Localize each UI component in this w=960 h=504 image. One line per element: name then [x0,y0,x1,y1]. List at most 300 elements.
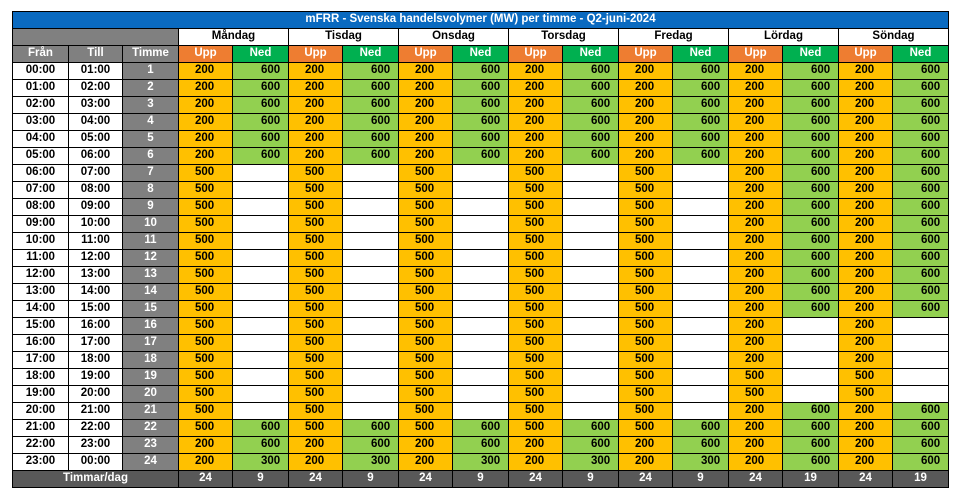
day-header: Söndag [839,29,949,46]
down-volume-cell: 600 [893,437,949,454]
hour-number-cell: 21 [123,403,179,420]
table-row [13,403,949,420]
down-volume-cell: 600 [343,148,399,165]
down-volume-cell: 600 [673,80,729,97]
from-time-cell: 01:00 [13,80,69,97]
down-volume-empty-cell [453,216,509,233]
down-volume-empty-cell [453,250,509,267]
down-volume-cell: 600 [783,199,839,216]
up-volume-cell: 200 [289,80,343,97]
down-volume-empty-cell [563,318,619,335]
up-volume-cell: 500 [619,199,673,216]
from-time-cell: 08:00 [13,199,69,216]
down-volume-cell: 600 [343,437,399,454]
up-volume-cell: 500 [619,284,673,301]
down-volume-cell: 600 [783,114,839,131]
hour-number-cell: 2 [123,80,179,97]
to-time-cell: 14:00 [69,284,123,301]
up-volume-cell: 500 [509,250,563,267]
up-volume-cell: 200 [839,403,893,420]
down-volume-cell: 600 [673,114,729,131]
up-header: Upp [729,46,783,63]
up-hours-total: 24 [619,471,673,488]
down-volume-cell: 300 [673,454,729,471]
up-volume-cell: 200 [839,284,893,301]
hour-number-cell: 9 [123,199,179,216]
down-volume-cell: 600 [783,250,839,267]
up-volume-cell: 500 [289,403,343,420]
from-time-cell: 22:00 [13,437,69,454]
from-time-cell: 02:00 [13,97,69,114]
down-volume-empty-cell [343,233,399,250]
up-volume-cell: 500 [509,335,563,352]
up-volume-cell: 500 [509,267,563,284]
down-volume-cell: 600 [893,233,949,250]
down-volume-cell: 600 [783,437,839,454]
up-volume-cell: 500 [839,386,893,403]
table-row [13,352,949,369]
up-volume-cell: 500 [509,386,563,403]
up-volume-cell: 500 [179,250,233,267]
down-volume-empty-cell [783,318,839,335]
hour-number-cell: 20 [123,386,179,403]
up-volume-cell: 500 [619,403,673,420]
from-time-cell: 05:00 [13,148,69,165]
up-volume-cell: 200 [839,250,893,267]
up-volume-cell: 200 [839,437,893,454]
up-volume-cell: 500 [509,318,563,335]
down-header: Ned [233,46,289,63]
column-header-hour: Timme [123,46,179,63]
down-volume-empty-cell [233,165,289,182]
up-volume-cell: 500 [399,318,453,335]
hour-number-cell: 7 [123,165,179,182]
down-volume-cell: 600 [233,148,289,165]
hour-number-cell: 11 [123,233,179,250]
down-volume-cell: 600 [563,80,619,97]
down-volume-empty-cell [563,403,619,420]
up-volume-cell: 500 [619,233,673,250]
down-volume-cell: 600 [783,420,839,437]
hour-number-cell: 22 [123,420,179,437]
up-volume-cell: 500 [399,267,453,284]
day-header: Onsdag [399,29,509,46]
up-volume-cell: 200 [399,131,453,148]
up-volume-cell: 500 [289,267,343,284]
down-volume-cell: 600 [233,437,289,454]
down-volume-empty-cell [343,369,399,386]
down-volume-cell: 300 [563,454,619,471]
down-volume-cell: 600 [893,250,949,267]
from-time-cell: 15:00 [13,318,69,335]
up-volume-cell: 500 [509,352,563,369]
up-volume-cell: 500 [399,233,453,250]
up-volume-cell: 200 [509,454,563,471]
up-volume-cell: 200 [729,182,783,199]
from-time-cell: 21:00 [13,420,69,437]
down-volume-cell: 600 [233,114,289,131]
to-time-cell: 05:00 [69,131,123,148]
to-time-cell: 21:00 [69,403,123,420]
down-hours-total: 9 [233,471,289,488]
up-volume-cell: 500 [179,182,233,199]
up-volume-cell: 200 [179,80,233,97]
up-volume-cell: 200 [399,148,453,165]
down-volume-empty-cell [233,250,289,267]
down-volume-empty-cell [453,182,509,199]
mfrr-volume-table [12,11,949,488]
up-volume-cell: 200 [729,318,783,335]
down-volume-empty-cell [893,369,949,386]
down-volume-empty-cell [673,250,729,267]
up-volume-cell: 500 [289,420,343,437]
down-volume-empty-cell [783,352,839,369]
up-volume-cell: 200 [509,80,563,97]
up-volume-cell: 500 [289,318,343,335]
to-time-cell: 22:00 [69,420,123,437]
down-volume-cell: 600 [783,301,839,318]
to-time-cell: 20:00 [69,386,123,403]
up-volume-cell: 200 [839,182,893,199]
up-volume-cell: 500 [399,216,453,233]
down-volume-cell: 600 [563,148,619,165]
to-time-cell: 11:00 [69,233,123,250]
from-time-cell: 11:00 [13,250,69,267]
up-volume-cell: 500 [399,284,453,301]
down-volume-empty-cell [233,199,289,216]
down-volume-empty-cell [783,335,839,352]
down-volume-cell: 600 [453,437,509,454]
column-header-to: Till [69,46,123,63]
down-volume-cell: 600 [893,148,949,165]
up-volume-cell: 200 [399,97,453,114]
down-volume-empty-cell [453,369,509,386]
down-volume-empty-cell [453,352,509,369]
table-row [13,454,949,471]
up-volume-cell: 500 [179,284,233,301]
down-volume-empty-cell [343,267,399,284]
down-volume-cell: 600 [343,114,399,131]
down-volume-empty-cell [453,386,509,403]
down-volume-cell: 300 [233,454,289,471]
down-volume-cell: 600 [783,63,839,80]
down-hours-total: 19 [893,471,949,488]
down-hours-total: 9 [343,471,399,488]
up-volume-cell: 200 [619,148,673,165]
down-volume-cell: 600 [563,97,619,114]
up-volume-cell: 500 [509,369,563,386]
from-time-cell: 19:00 [13,386,69,403]
to-time-cell: 03:00 [69,97,123,114]
down-volume-empty-cell [233,403,289,420]
down-volume-empty-cell [563,250,619,267]
down-volume-cell: 600 [343,63,399,80]
down-volume-cell: 600 [673,420,729,437]
table-row [13,437,949,454]
down-volume-empty-cell [563,284,619,301]
up-volume-cell: 500 [179,420,233,437]
up-header: Upp [179,46,233,63]
up-volume-cell: 200 [399,454,453,471]
up-header: Upp [289,46,343,63]
up-volume-cell: 500 [289,199,343,216]
hour-number-cell: 4 [123,114,179,131]
day-header: Fredag [619,29,729,46]
up-volume-cell: 500 [509,182,563,199]
footer-row [13,471,949,488]
down-volume-empty-cell [453,403,509,420]
up-volume-cell: 500 [399,199,453,216]
hour-number-cell: 16 [123,318,179,335]
up-volume-cell: 500 [179,386,233,403]
up-volume-cell: 200 [729,148,783,165]
up-volume-cell: 500 [289,250,343,267]
up-volume-cell: 200 [729,437,783,454]
up-volume-cell: 200 [399,80,453,97]
up-volume-cell: 200 [619,114,673,131]
down-volume-cell: 600 [563,131,619,148]
hour-number-cell: 13 [123,267,179,284]
down-volume-cell: 600 [893,114,949,131]
down-volume-empty-cell [233,182,289,199]
down-hours-total: 19 [783,471,839,488]
down-volume-empty-cell [453,284,509,301]
down-volume-empty-cell [343,403,399,420]
up-volume-cell: 500 [289,352,343,369]
up-volume-cell: 200 [619,63,673,80]
from-time-cell: 14:00 [13,301,69,318]
down-volume-cell: 600 [453,97,509,114]
up-volume-cell: 500 [399,386,453,403]
down-volume-empty-cell [563,182,619,199]
hour-number-cell: 19 [123,369,179,386]
down-volume-empty-cell [673,403,729,420]
down-volume-empty-cell [343,250,399,267]
down-volume-cell: 600 [893,182,949,199]
up-hours-total: 24 [729,471,783,488]
down-volume-empty-cell [233,386,289,403]
down-volume-cell: 600 [563,437,619,454]
up-volume-cell: 200 [729,97,783,114]
down-volume-cell: 600 [233,131,289,148]
table-row [13,267,949,284]
down-volume-cell: 600 [453,420,509,437]
from-time-cell: 10:00 [13,233,69,250]
up-header: Upp [839,46,893,63]
down-volume-empty-cell [563,352,619,369]
down-volume-cell: 600 [893,267,949,284]
up-volume-cell: 200 [839,335,893,352]
up-volume-cell: 500 [619,352,673,369]
down-volume-cell: 600 [893,97,949,114]
down-volume-cell: 600 [233,420,289,437]
down-volume-empty-cell [893,318,949,335]
hour-number-cell: 23 [123,437,179,454]
down-volume-cell: 600 [783,165,839,182]
down-volume-empty-cell [343,284,399,301]
up-volume-cell: 200 [839,131,893,148]
up-volume-cell: 500 [509,165,563,182]
up-volume-cell: 200 [729,335,783,352]
table-row [13,114,949,131]
up-volume-cell: 200 [179,437,233,454]
to-time-cell: 01:00 [69,63,123,80]
down-volume-cell: 600 [233,63,289,80]
down-volume-empty-cell [563,386,619,403]
down-volume-empty-cell [673,284,729,301]
to-time-cell: 19:00 [69,369,123,386]
table-row [13,216,949,233]
up-volume-cell: 200 [839,301,893,318]
down-volume-empty-cell [563,216,619,233]
to-time-cell: 12:00 [69,250,123,267]
down-volume-cell: 600 [783,216,839,233]
table-row [13,250,949,267]
up-volume-cell: 200 [839,80,893,97]
hour-number-cell: 24 [123,454,179,471]
up-volume-cell: 500 [619,267,673,284]
down-volume-cell: 300 [453,454,509,471]
table-title: mFRR - Svenska handelsvolymer (MW) per timme - Q2-juni-2024 [13,12,949,29]
down-volume-cell: 600 [343,80,399,97]
up-volume-cell: 200 [729,250,783,267]
down-volume-empty-cell [453,233,509,250]
hour-number-cell: 18 [123,352,179,369]
down-volume-empty-cell [233,301,289,318]
up-volume-cell: 200 [729,454,783,471]
up-volume-cell: 200 [839,97,893,114]
from-time-cell: 03:00 [13,114,69,131]
up-volume-cell: 500 [289,233,343,250]
up-volume-cell: 500 [399,403,453,420]
from-time-cell: 06:00 [13,165,69,182]
up-volume-cell: 200 [729,199,783,216]
up-volume-cell: 500 [509,216,563,233]
up-volume-cell: 500 [289,165,343,182]
up-volume-cell: 200 [399,114,453,131]
down-volume-empty-cell [893,386,949,403]
down-volume-empty-cell [673,301,729,318]
up-volume-cell: 500 [289,369,343,386]
up-volume-cell: 200 [179,454,233,471]
up-volume-cell: 200 [729,233,783,250]
day-header: Lördag [729,29,839,46]
down-volume-empty-cell [673,267,729,284]
down-volume-cell: 600 [783,131,839,148]
up-hours-total: 24 [839,471,893,488]
from-time-cell: 12:00 [13,267,69,284]
down-volume-empty-cell [673,335,729,352]
up-volume-cell: 500 [509,301,563,318]
from-time-cell: 13:00 [13,284,69,301]
from-time-cell: 18:00 [13,369,69,386]
down-volume-empty-cell [563,233,619,250]
up-volume-cell: 500 [399,352,453,369]
down-volume-cell: 600 [893,284,949,301]
from-time-cell: 23:00 [13,454,69,471]
from-time-cell: 16:00 [13,335,69,352]
to-time-cell: 16:00 [69,318,123,335]
up-volume-cell: 200 [839,148,893,165]
up-hours-total: 24 [289,471,343,488]
up-volume-cell: 500 [619,182,673,199]
up-volume-cell: 500 [509,284,563,301]
down-volume-cell: 600 [783,148,839,165]
down-volume-cell: 600 [453,148,509,165]
from-time-cell: 20:00 [13,403,69,420]
table-row [13,335,949,352]
down-volume-empty-cell [343,386,399,403]
up-volume-cell: 200 [729,352,783,369]
up-volume-cell: 200 [729,267,783,284]
to-time-cell: 02:00 [69,80,123,97]
up-volume-cell: 500 [399,301,453,318]
down-volume-empty-cell [233,352,289,369]
down-volume-cell: 600 [673,97,729,114]
up-volume-cell: 200 [729,420,783,437]
up-volume-cell: 200 [729,63,783,80]
column-header-from: Från [13,46,69,63]
up-volume-cell: 200 [289,437,343,454]
up-volume-cell: 500 [509,420,563,437]
up-volume-cell: 500 [179,335,233,352]
down-volume-empty-cell [453,199,509,216]
table-row [13,318,949,335]
down-volume-empty-cell [563,301,619,318]
down-volume-cell: 600 [783,284,839,301]
up-volume-cell: 500 [729,369,783,386]
up-volume-cell: 200 [729,403,783,420]
up-volume-cell: 500 [179,165,233,182]
down-volume-empty-cell [783,386,839,403]
up-volume-cell: 200 [839,233,893,250]
up-volume-cell: 200 [509,114,563,131]
down-volume-cell: 600 [453,63,509,80]
down-volume-cell: 600 [453,131,509,148]
from-time-cell: 09:00 [13,216,69,233]
up-volume-cell: 500 [289,335,343,352]
down-volume-cell: 600 [893,454,949,471]
table-row [13,80,949,97]
up-volume-cell: 500 [179,267,233,284]
to-time-cell: 13:00 [69,267,123,284]
up-volume-cell: 500 [289,284,343,301]
down-volume-cell: 600 [783,403,839,420]
up-volume-cell: 500 [179,318,233,335]
hour-number-cell: 17 [123,335,179,352]
up-volume-cell: 500 [399,182,453,199]
table-row [13,63,949,80]
down-volume-empty-cell [343,216,399,233]
down-volume-cell: 600 [673,437,729,454]
up-volume-cell: 200 [839,199,893,216]
down-volume-empty-cell [453,301,509,318]
up-volume-cell: 200 [839,267,893,284]
up-volume-cell: 200 [509,97,563,114]
up-volume-cell: 200 [399,63,453,80]
up-volume-cell: 200 [839,454,893,471]
down-volume-empty-cell [783,369,839,386]
down-volume-empty-cell [563,335,619,352]
down-volume-cell: 600 [893,63,949,80]
up-volume-cell: 200 [289,97,343,114]
down-volume-empty-cell [453,335,509,352]
up-volume-cell: 200 [729,216,783,233]
down-volume-empty-cell [563,165,619,182]
down-volume-cell: 600 [673,63,729,80]
up-volume-cell: 200 [619,80,673,97]
down-volume-empty-cell [673,182,729,199]
